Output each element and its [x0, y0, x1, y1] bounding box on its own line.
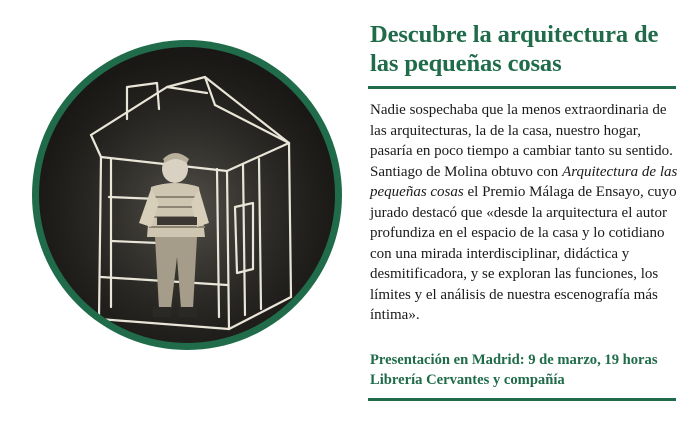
award-text-start: Santiago de Molina obtuvo con	[370, 163, 563, 180]
title-divider	[368, 86, 676, 89]
event-info	[370, 350, 686, 390]
bottom-divider	[368, 398, 676, 401]
headline: Descubre la arquitectura de las pequeñas cosas	[370, 21, 659, 77]
photo-frame	[32, 40, 342, 350]
event-date: Presentación en Madrid: 9 de marzo, 19 horas	[370, 352, 658, 368]
award-text-end: el Premio Málaga de Ensayo, cuyo jurado destacó que «desde la arquitectura el autor profundiza en el espacio de la casa y lo cotidiano con una mirada interdisciplinar, didáctica y desmitificadora, y se exploran las funciones, los límites y el análisis de nuestra escenografía más íntima».	[370, 184, 677, 323]
photo-illustration	[39, 47, 335, 343]
book-title: Arquitectura de las pequeñas cosas	[370, 163, 678, 200]
event-venue: Librería Cervantes y compañía	[370, 372, 565, 388]
body-text	[370, 100, 680, 326]
house-wire-photo	[39, 47, 335, 343]
paragraph-award	[370, 162, 680, 326]
paragraph-intro: Nadie sospechaba que la menos extraordinaria de las arquitecturas, la de la casa, nuestro hogar, pasaría en poco tiempo a cambiar tanto su sentido.	[370, 102, 673, 159]
